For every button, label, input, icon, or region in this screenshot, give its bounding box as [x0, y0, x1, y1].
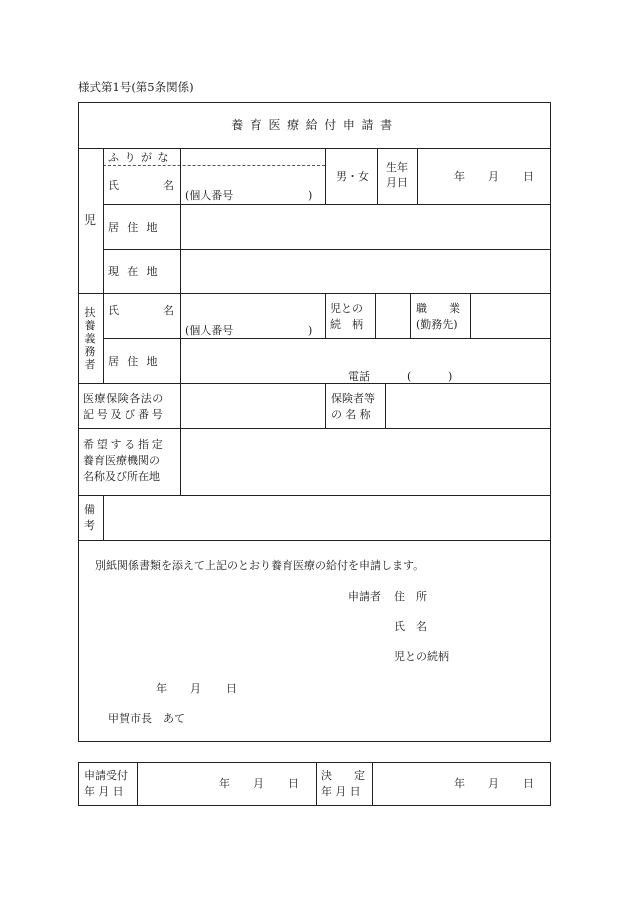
decided-label-1: 決 定: [321, 769, 365, 782]
child-individual-number-close: ): [308, 189, 313, 202]
received-label-2: 年月日: [84, 785, 127, 798]
birthdate-day: 日: [523, 170, 534, 183]
phone-label: 電話: [348, 370, 370, 383]
guardian-name-label-2: 名: [163, 304, 174, 317]
declaration-statement: 別紙関係書類を添えて上記のとおり養育医療の給付を申請します。: [95, 559, 425, 572]
institution-label-3: 名称及び所在地: [83, 470, 160, 483]
insurance-symbol-label-1: 医療保険各法の: [83, 392, 164, 405]
received-month: 月: [253, 777, 264, 790]
decided-month: 月: [488, 777, 499, 790]
guardian-section-label: 扶養義務者: [84, 306, 96, 371]
relation-label-1: 児との: [330, 302, 363, 315]
birthdate-label-1: 生年: [386, 161, 408, 174]
child-furigana-label: ふりがな: [108, 151, 174, 164]
occupation-label-1: 職 業: [416, 302, 460, 315]
addressee: 甲賀市長 あて: [108, 712, 185, 725]
guardian-individual-number-label: (個人番号: [185, 324, 234, 337]
applicant-relation-label: 児との続柄: [394, 650, 449, 663]
child-name-label: 氏: [108, 179, 119, 192]
relation-label-2: 続 柄: [330, 318, 363, 331]
decided-year: 年: [454, 777, 465, 790]
institution-label-1: 希望する指定: [83, 438, 166, 451]
decided-day: 日: [523, 777, 534, 790]
sex-label: 男・女: [336, 170, 369, 183]
declaration-day: 日: [226, 682, 237, 695]
applicant-name-label: 氏 名: [394, 620, 427, 633]
form-number: 様式第1号(第5条関係): [78, 80, 194, 94]
insurance-symbol-label-2: 記号及び番号: [83, 408, 166, 421]
institution-label-2: 養育医療機関の: [83, 454, 160, 467]
birthdate-year: 年: [454, 170, 465, 183]
declaration-year: 年: [156, 682, 167, 695]
child-individual-number-label: (個人番号: [185, 189, 234, 202]
decided-label-2: 年月日: [321, 785, 364, 798]
applicant-label: 申請者: [348, 590, 381, 603]
remarks-label: 備考: [84, 503, 95, 532]
guardian-residence-label: 居住地: [108, 355, 166, 368]
child-residence-label: 居住地: [108, 221, 166, 234]
received-year: 年: [219, 777, 230, 790]
form-title: 養育医療給付申請書: [231, 118, 399, 132]
guardian-name-label: 氏: [108, 304, 119, 317]
insurer-label-2: の名称: [331, 408, 374, 421]
insurer-label-1: 保険者等: [331, 392, 375, 405]
phone-open: (: [407, 370, 412, 383]
received-day: 日: [288, 777, 299, 790]
declaration-month: 月: [190, 682, 201, 695]
child-name-label-2: 名: [163, 179, 174, 192]
child-current-address-label: 現在地: [108, 265, 166, 278]
occupation-label-2: (勤務先): [416, 318, 458, 331]
child-section-label: 児: [84, 213, 97, 227]
received-label-1: 申請受付: [84, 769, 128, 782]
birthdate-month: 月: [488, 170, 499, 183]
guardian-individual-number-close: ): [308, 324, 313, 337]
applicant-address-label: 住 所: [394, 590, 427, 603]
birthdate-label-2: 月日: [386, 176, 408, 189]
phone-close: ): [448, 370, 453, 383]
